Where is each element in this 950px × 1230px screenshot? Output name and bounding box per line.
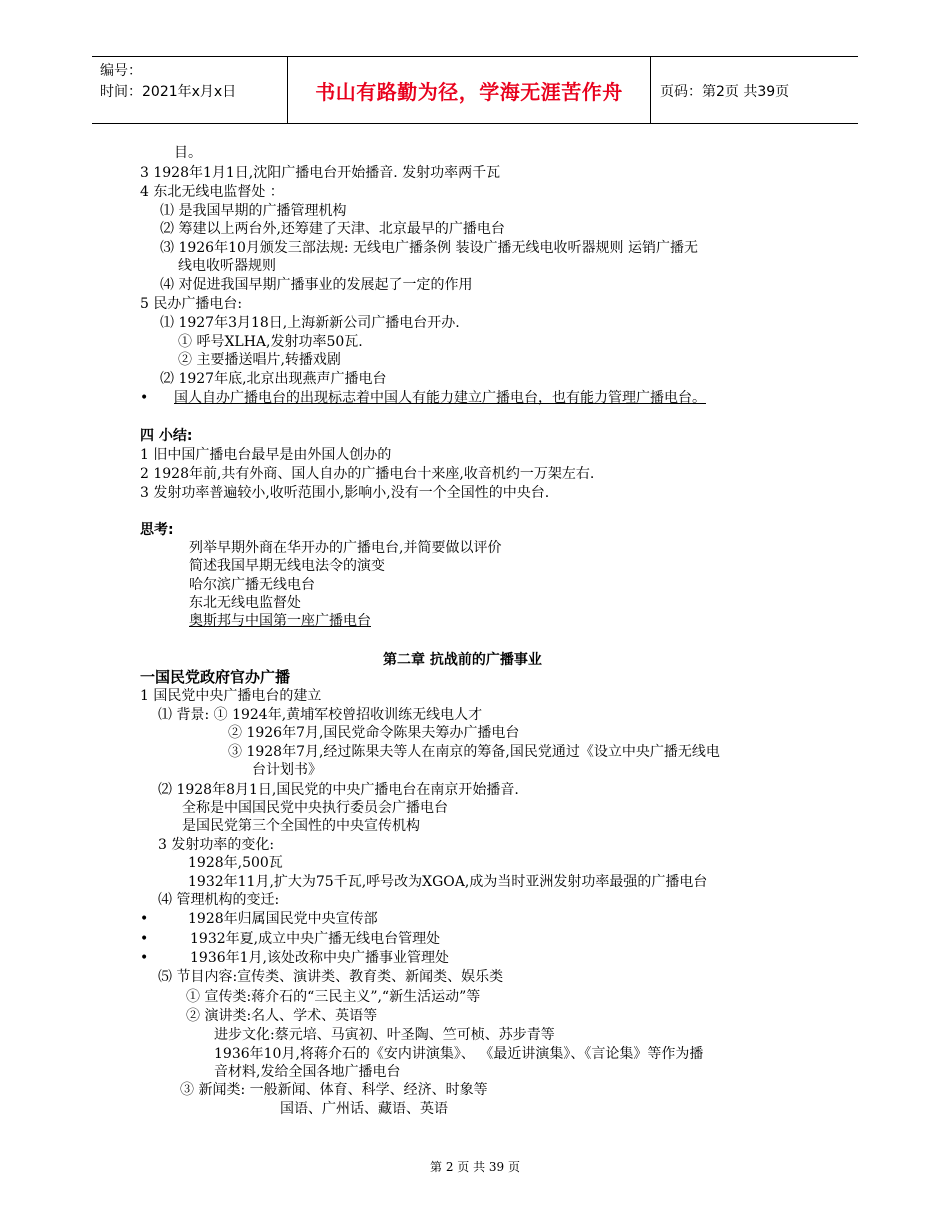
text-line: 3 1928年1月1日,沈阳广播电台开始播音. 发射功率两千瓦 <box>140 165 501 181</box>
text-line: ① 宣传类:蒋介石的“三民主义”,“新生活运动”等 <box>186 989 481 1005</box>
text-line: 简述我国早期无线电法令的演变 <box>189 558 385 574</box>
text-line: ⑵ 筹建以上两台外,还筹建了天津、北京最早的广播电台 <box>160 221 505 237</box>
text-line: 3 发射功率普遍较小,收听范围小,影响小,没有一个全国性的中央台. <box>140 485 550 501</box>
text-line: 1928年归属国民党中央宣传部 <box>188 911 378 927</box>
text-line: 1928年,500瓦 <box>188 855 283 871</box>
text-line: ⑸ 节目内容:宣传类、演讲类、教育类、新闻类、娱乐类 <box>158 969 504 985</box>
text-line: 1932年夏,成立中央广播无线电台管理处 <box>190 931 441 947</box>
section-heading: 思考: <box>140 522 174 538</box>
text-line: ⑴ 1927年3月18日,上海新新公司广播电台开办. <box>160 315 460 331</box>
section-heading: 一国民党政府官办广播 <box>140 668 291 686</box>
text-line: ⑵ 1927年底,北京出现燕声广播电台 <box>160 371 387 387</box>
text-line: ⑴ 背景: ① 1924年,黄埔军校曾招收训练无线电人才 <box>158 707 483 723</box>
text-line: 2 1928年前,共有外商、国人自办的广播电台十来座,收音机约一万架左右. <box>140 466 595 482</box>
text-line: 东北无线电监督处 <box>189 595 301 611</box>
text-line: 1932年11月,扩大为75千瓦,呼号改为XGOA,成为当时亚洲发射功率最强的广播电台 <box>188 874 708 890</box>
text-line: ⑷ 对促进我国早期广播事业的发展起了一定的作用 <box>160 277 473 293</box>
text-line: 3 发射功率的变化: <box>158 837 275 853</box>
motto: 书山有路勤为径，学海无涯苦作舟 <box>315 79 623 104</box>
text-line: ⑵ 1928年8月1日,国民党的中央广播电台在南京开始播音. <box>158 782 519 798</box>
underlined-conclusion: 国人自办广播电台的出现标志着中国人有能力建立广播电台，也有能力管理广播电台。 <box>174 390 706 406</box>
text-line: 列举早期外商在华开办的广播电台,并简要做以评价 <box>189 540 502 556</box>
text-line: ⑷ 管理机构的变迁: <box>158 892 280 908</box>
bullet: • <box>140 950 149 966</box>
text-line: 1936年10月,将蒋介石的《安内讲演集》、 《最近讲演集》、《言论集》等作为播 <box>214 1046 704 1062</box>
text-line: ⑶ 1926年10月颁发三部法规: 无线电广播条例 装设广播无线电收听器规则 运销广播无 <box>160 240 698 256</box>
page-header <box>92 56 858 124</box>
text-line: 1 旧中国广播电台最早是由外国人创办的 <box>140 447 392 463</box>
text-line: ⑴ 是我国早期的广播管理机构 <box>160 203 347 219</box>
text-line: 线电收听器规则 <box>178 258 276 274</box>
section-heading: 四 小结: <box>140 428 193 444</box>
time-label: 时间：2021年x月x日 <box>100 84 237 100</box>
bullet: • <box>140 911 149 927</box>
page-info: 页码：第2页 共39页 <box>660 84 790 100</box>
text-line: ③ 1928年7月,经过陈果夫等人在南京的筹备,国民党通过《设立中央广播无线电 <box>228 744 720 760</box>
number-label: 编号： <box>100 63 142 79</box>
text-line: 5 民办广播电台: <box>140 296 243 312</box>
bullet: • <box>140 931 149 947</box>
text-line: 目。 <box>174 145 202 161</box>
bullet: • <box>140 390 149 406</box>
header-meta <box>100 61 236 103</box>
text-line: 4 东北无线电监督处 ： <box>140 184 284 200</box>
header-motto-cell <box>287 57 651 123</box>
text-line: ② 演讲类:名人、学术、英语等 <box>186 1008 378 1024</box>
text-line: 1 国民党中央广播电台的建立 <box>140 688 322 704</box>
text-line: 进步文化:蔡元培、马寅初、叶圣陶、竺可桢、苏步青等 <box>214 1027 555 1043</box>
text-line: 音材料,发给全国各地广播电台 <box>214 1064 401 1080</box>
page-footer: 第 2 页 共 39 页 <box>430 1160 520 1174</box>
text-line: ② 1926年7月,国民党命令陈果夫筹办广播电台 <box>228 725 520 741</box>
text-line: 1936年1月,该处改称中央广播事业管理处 <box>190 950 449 966</box>
text-line: 全称是中国国民党中央执行委员会广播电台 <box>182 800 448 816</box>
text-line: ③ 新闻类: 一般新闻、体育、科学、经济、时象等 <box>180 1082 488 1098</box>
text-line: 台计划书》 <box>252 762 322 778</box>
text-line: ② 主要播送唱片,转播戏剧 <box>178 352 341 368</box>
text-line: 是国民党第三个全国性的中央宣传机构 <box>182 818 420 834</box>
chapter-title: 第二章 抗战前的广播事业 <box>383 652 542 668</box>
text-line: ① 呼号XLHA,发射功率50瓦. <box>178 334 363 350</box>
text-line: 国语、广州话、藏语、英语 <box>280 1101 448 1117</box>
text-line: 奥斯邦与中国第一座广播电台 <box>189 613 371 629</box>
text-line: 哈尔滨广播无线电台 <box>189 577 315 593</box>
